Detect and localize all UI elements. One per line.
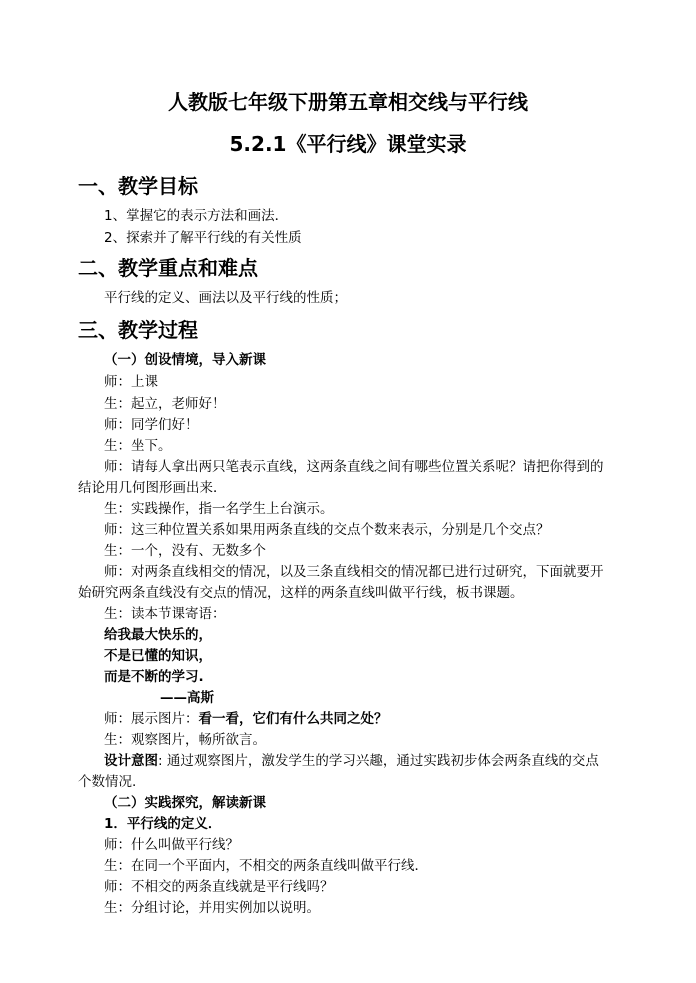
dialogue-line: 师：什么叫做平行线？ [104, 837, 239, 853]
design-intent-continued: 个数情况. [78, 774, 137, 790]
dialogue-line: 生：一个，没有、无数多个 [104, 543, 266, 559]
dialogue-line-continued: 结论用几何图形画出来． [78, 480, 227, 496]
dialogue-line: 生：实践操作，指一名学生上台演示。 [104, 501, 334, 517]
document-title: 人教版七年级下册第五章相交线与平行线 [168, 90, 528, 114]
dialogue-line: 生：分组讨论，并用实例加以说明。 [104, 900, 320, 916]
section-heading-objectives: 一、教学目标 [78, 174, 198, 198]
document-subtitle: 5.2.1《平行线》课堂实录 [229, 132, 467, 156]
dialogue-line: 师：上课 [104, 374, 158, 390]
key-points-text: 平行线的定义、画法以及平行线的性质； [104, 290, 347, 306]
dialogue-line: 生：在同一个平面内，不相交的两条直线叫做平行线． [104, 858, 428, 874]
dialogue-line: 生：观察图片，畅所欲言。 [104, 732, 266, 748]
subsection-heading-1: （一）创设情境，导入新课 [104, 352, 266, 368]
quote-line: 而是不断的学习. [104, 669, 204, 685]
design-intent-text: : 通过观察图片，激发学生的学习兴趣，通过实践初步体会两条直线的交点 [158, 753, 599, 769]
dialogue-line: 师：不相交的两条直线就是平行线吗？ [104, 879, 334, 895]
dialogue-line: 生：读本节课寄语： [104, 606, 226, 622]
subsection-heading-2: （二）实践探究，解读新课 [104, 795, 266, 811]
dialogue-line: 生：起立，老师好！ [104, 396, 226, 412]
quote-line: 不是已懂的知识， [104, 648, 212, 664]
design-intent-label: 设计意图 [104, 753, 158, 769]
dialogue-prefix: 师：展示图片： [104, 711, 199, 727]
objective-item-1: 1、掌握它的表示方法和画法． [104, 208, 289, 224]
dialogue-emphasis: 看一看，它们有什么共同之处？ [198, 711, 388, 727]
dialogue-line: 师：这三种位置关系如果用两条直线的交点个数来表示，分别是几个交点？ [104, 522, 550, 538]
dialogue-line: 生：坐下。 [104, 438, 172, 454]
section-heading-process: 三、教学过程 [78, 318, 198, 342]
quote-line: 给我最大快乐的， [104, 627, 212, 643]
dialogue-line-continued: 始研究两条直线没有交点的情况，这样的两条直线叫做平行线，板书课题。 [78, 585, 524, 601]
design-intent-line [104, 749, 599, 769]
point-heading: 1．平行线的定义． [104, 816, 222, 832]
dialogue-line: 师：请每人拿出两只笔表示直线，这两条直线之间有哪些位置关系呢？请把你得到的 [104, 459, 604, 475]
dialogue-line [104, 707, 388, 727]
objective-item-2: 2、探索并了解平行线的有关性质 [104, 230, 302, 246]
section-heading-key-points: 二、教学重点和难点 [78, 256, 258, 280]
dialogue-line: 师：同学们好！ [104, 417, 199, 433]
quote-author: ——高斯 [160, 690, 214, 706]
dialogue-line: 师：对两条直线相交的情况，以及三条直线相交的情况都已进行过研究，下面就要开 [104, 564, 604, 580]
